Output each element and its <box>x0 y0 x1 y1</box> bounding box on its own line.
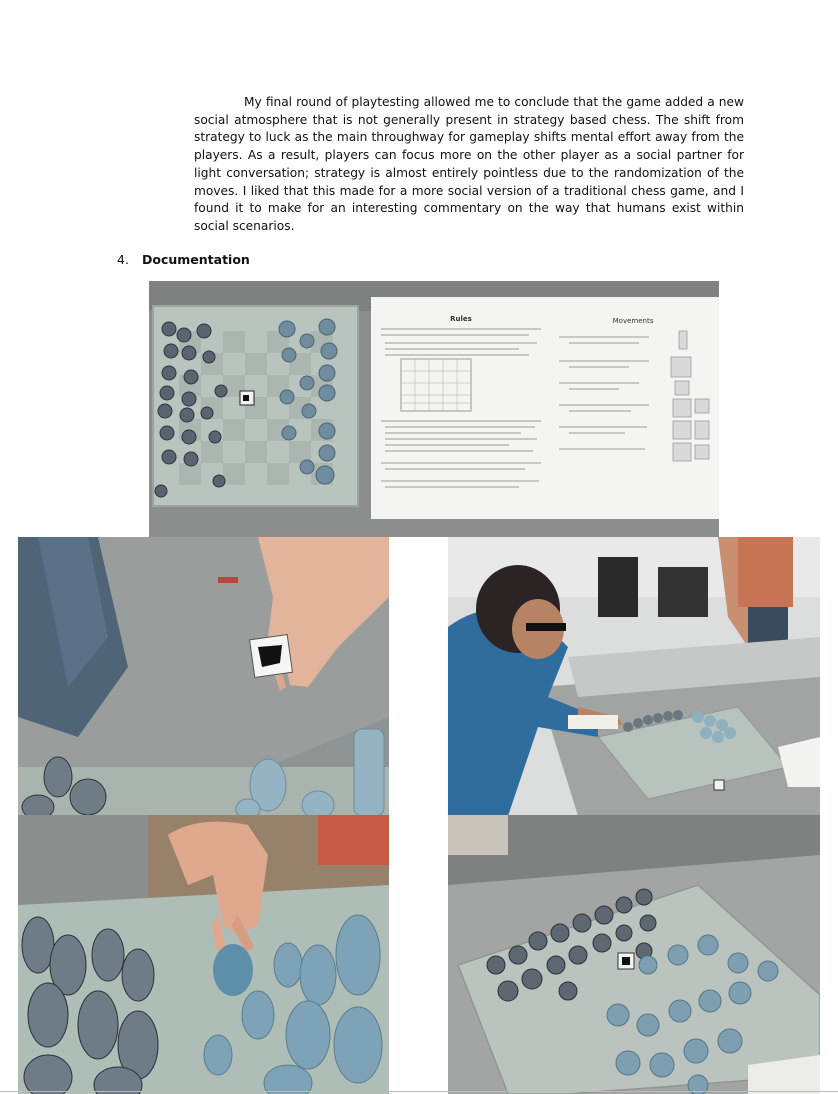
player-at-table-photo <box>448 537 820 816</box>
section-title: Documentation <box>142 252 250 267</box>
hand-holding-die-photo <box>18 537 389 816</box>
section-number: 4. <box>117 252 129 267</box>
body-paragraph: My final round of playtesting allowed me to conclude that the game added a new social atmosphere that is not generally present in strategy based chess. The shift from strategy to luck as the main throughway for gameplay shifts mental effort away from the players. As a result, players can focus more on the other player as a social partner for light conversation; strategy is almost entirely pointless due to the randomization of the moves. I liked that this made for a more social version of a traditional chess game, and I found it to make for an interesting commentary on the way that humans exist within social scenarios. <box>194 95 744 233</box>
page-bottom-rule <box>0 1091 838 1092</box>
movements-sheet-title: Movements <box>612 317 654 325</box>
hand-moving-piece-photo <box>18 815 389 1094</box>
board-and-rules-photo <box>149 281 719 537</box>
rules-sheet-title: Rules <box>450 315 472 323</box>
board-overhead-photo <box>448 815 820 1094</box>
section-heading <box>117 252 250 267</box>
